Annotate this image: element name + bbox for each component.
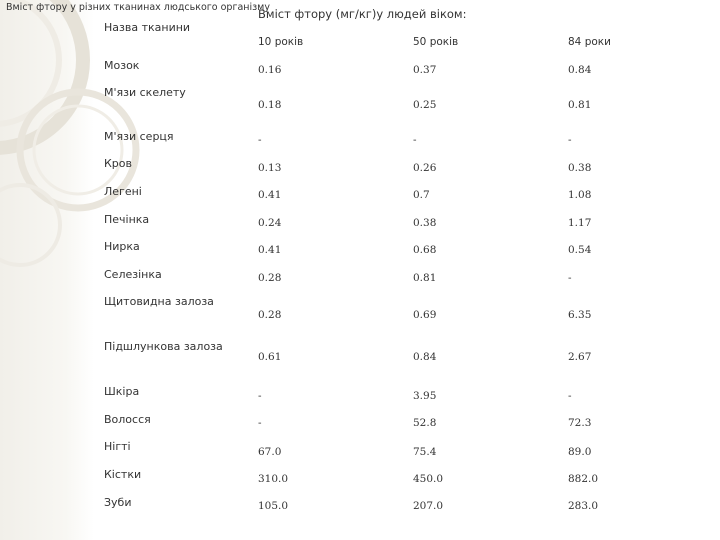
tissue-name: Печінка xyxy=(104,213,150,226)
tissue-name: Щитовидна залоза xyxy=(104,295,214,308)
tissue-name: М'язи скелету xyxy=(104,86,186,99)
tissue-name: Селезінка xyxy=(104,268,162,281)
fluorine-value: 0.81 xyxy=(413,272,437,284)
tissue-name: Мозок xyxy=(104,59,140,72)
fluorine-value: - xyxy=(258,417,262,429)
fluorine-value: 72.3 xyxy=(568,417,592,429)
fluorine-value: 0.84 xyxy=(413,351,437,363)
fluorine-value: 1.08 xyxy=(568,189,592,201)
fluorine-value: 0.7 xyxy=(413,189,430,201)
fluorine-value: 67.0 xyxy=(258,446,282,458)
tissue-column-header: Назва тканини xyxy=(104,21,191,34)
tissue-name: Зуби xyxy=(104,496,132,509)
fluorine-value: 89.0 xyxy=(568,446,592,458)
fluorine-value: 105.0 xyxy=(258,500,289,512)
fluorine-value: 0.81 xyxy=(568,99,592,111)
tissue-name: Легені xyxy=(104,185,142,198)
fluorine-value: 207.0 xyxy=(413,500,444,512)
fluorine-value: 0.54 xyxy=(568,244,592,256)
fluorine-value: 0.18 xyxy=(258,99,282,111)
tissue-name: Нігті xyxy=(104,440,131,453)
tissue-name: Кістки xyxy=(104,468,142,481)
age-header-84: 84 роки xyxy=(568,36,611,48)
tissue-name: Нирка xyxy=(104,240,140,253)
fluorine-value: 52.8 xyxy=(413,417,437,429)
tissue-name: Волосся xyxy=(104,413,151,426)
fluorine-value: 0.41 xyxy=(258,189,282,201)
fluorine-value: 6.35 xyxy=(568,309,592,321)
fluorine-value: 0.16 xyxy=(258,64,282,76)
fluorine-value: 882.0 xyxy=(568,473,599,485)
fluorine-value: 0.26 xyxy=(413,162,437,174)
fluorine-value: 0.37 xyxy=(413,64,437,76)
fluorine-value: 0.24 xyxy=(258,217,282,229)
fluorine-value: 0.25 xyxy=(413,99,437,111)
fluorine-value: 3.95 xyxy=(413,390,437,402)
fluorine-value: - xyxy=(568,390,572,402)
fluorine-value: - xyxy=(568,134,572,146)
tissue-name: Підшлункова залоза xyxy=(104,340,223,353)
fluorine-value: 1.17 xyxy=(568,217,592,229)
fluorine-value: - xyxy=(413,134,417,146)
fluorine-value: 0.41 xyxy=(258,244,282,256)
fluorine-value: 0.61 xyxy=(258,351,282,363)
fluorine-value: 2.67 xyxy=(568,351,592,363)
fluorine-value: 310.0 xyxy=(258,473,289,485)
slide-title: Вміст фтору у різних тканинах людського організму xyxy=(6,2,270,13)
fluorine-value: - xyxy=(258,134,262,146)
fluorine-value: 0.13 xyxy=(258,162,282,174)
fluorine-value: 0.28 xyxy=(258,272,282,284)
fluorine-value: 75.4 xyxy=(413,446,437,458)
fluorine-value: 450.0 xyxy=(413,473,444,485)
fluorine-value: 0.38 xyxy=(568,162,592,174)
fluorine-value: 0.68 xyxy=(413,244,437,256)
tissue-name: Шкіра xyxy=(104,385,140,398)
fluorine-value: - xyxy=(568,272,572,284)
tissue-name: Кров xyxy=(104,157,133,170)
age-header-10: 10 років xyxy=(258,36,304,48)
fluorine-value: 0.28 xyxy=(258,309,282,321)
background-band xyxy=(0,0,94,540)
age-header-50: 50 років xyxy=(413,36,459,48)
fluorine-content-header: Вміст фтору (мг/кг)у людей віком: xyxy=(258,7,467,21)
fluorine-value: 0.84 xyxy=(568,64,592,76)
fluorine-value: 0.38 xyxy=(413,217,437,229)
tissue-name: М'язи серця xyxy=(104,130,174,143)
fluorine-value: 0.69 xyxy=(413,309,437,321)
fluorine-value: 283.0 xyxy=(568,500,599,512)
fluorine-value: - xyxy=(258,390,262,402)
